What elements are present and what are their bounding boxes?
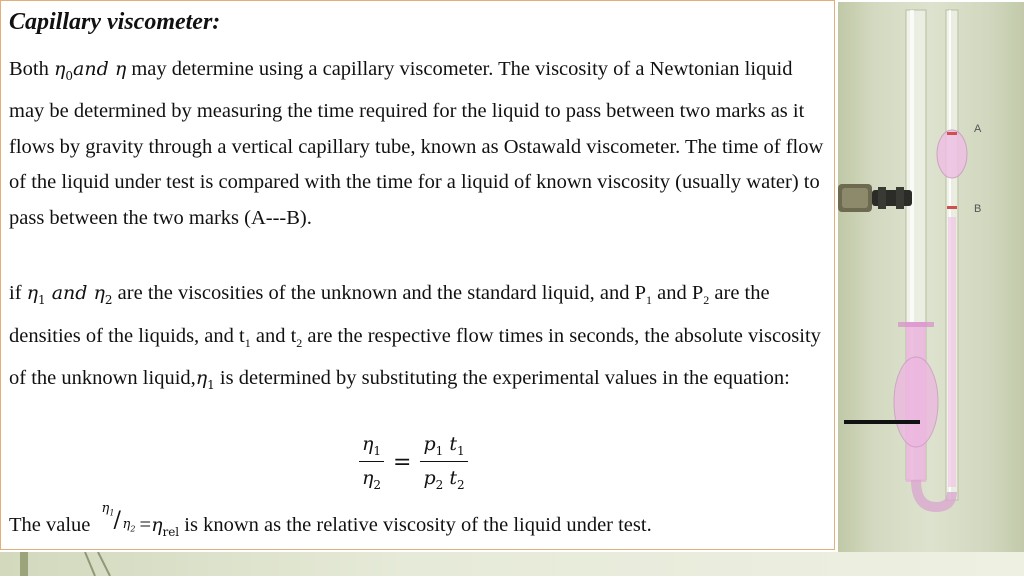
mark-b-label: B	[974, 203, 982, 215]
definition-text-a: are the viscosities of the unknown and the standard liquid, and P	[112, 282, 647, 304]
definition-text-f: is determined by substituting the experimental values in the equation:	[214, 367, 790, 390]
intro-paragraph	[9, 52, 831, 236]
footer-stripes	[0, 552, 1024, 576]
word-if: if	[9, 282, 22, 304]
clamp	[838, 184, 912, 212]
footer-decoration	[0, 552, 1024, 576]
definition-text-c: are the densities of the liquids, and t	[9, 282, 770, 347]
definition-text-e: are the respective flow times in seconds, the absolute viscosity of the unknown liquid,	[9, 324, 821, 390]
fraction-eta: $\frac{\eta_1}{\eta_2}$	[359, 433, 384, 492]
equals-sign: =	[393, 449, 412, 475]
math-eta1-and-eta2: $\eta_1$ and $\eta_2$	[26, 282, 113, 307]
mark-b	[947, 206, 957, 209]
slide-title: Capillary viscometer:	[9, 9, 221, 35]
intro-text: may determine using a capillary viscometer. The viscosity of a Newtonian liquid may be determined by measuring the time required for the liquid to pass between two marks as it flows by gravity through a vertical capillary tube, known as Ostawald viscometer. The time of flow of the liquid under test is compared with the time for a liquid of known viscosity (usually water) to pass between the two marks (A---B).	[9, 58, 824, 229]
relative-viscosity-sentence	[9, 501, 831, 539]
mark-a	[947, 132, 957, 135]
viscometer-photo	[838, 2, 1024, 552]
final-suffix: is known as the relative viscosity of the liquid under test.	[179, 514, 652, 536]
math-eta1: $\eta_1$	[195, 367, 215, 392]
math-eta1-over-eta2: $\eta_1$ / $\eta_2$	[101, 501, 136, 534]
definition-text-b: and P	[657, 282, 704, 304]
lower-bulb	[894, 357, 938, 447]
right-capillary-tube	[937, 10, 967, 500]
definition-text-d: and t	[250, 324, 297, 347]
upper-bulb	[937, 130, 967, 178]
word-both: Both	[9, 58, 49, 80]
final-equals: =	[139, 514, 152, 536]
fraction-pt: $\frac{p_1 t_1}{p_2 t_2}$	[420, 433, 467, 492]
final-prefix: The value	[9, 514, 96, 536]
left-tube	[894, 10, 938, 482]
pointer-line	[844, 420, 920, 424]
ostwald-viscometer-illustration	[838, 2, 1024, 552]
math-eta0-and-eta: $\eta_0and$ η	[54, 58, 127, 83]
viscosity-equation	[359, 433, 468, 492]
definition-paragraph: if $\eta_1$ and $\eta_2$ are the viscosities of the unknown and the standard liquid, and $P_1$ and $P_2$ are the densities of the liquids, and $t_1$ and $t_2$ are the respective flow times in seconds, the absolute viscosity of the unknown $liquid,\eta_1$ is determined by substituting the experimental values in the equation:	[9, 282, 821, 392]
math-eta-rel: $\eta_{rel}$	[151, 514, 180, 539]
mark-a-label: A	[974, 123, 982, 135]
